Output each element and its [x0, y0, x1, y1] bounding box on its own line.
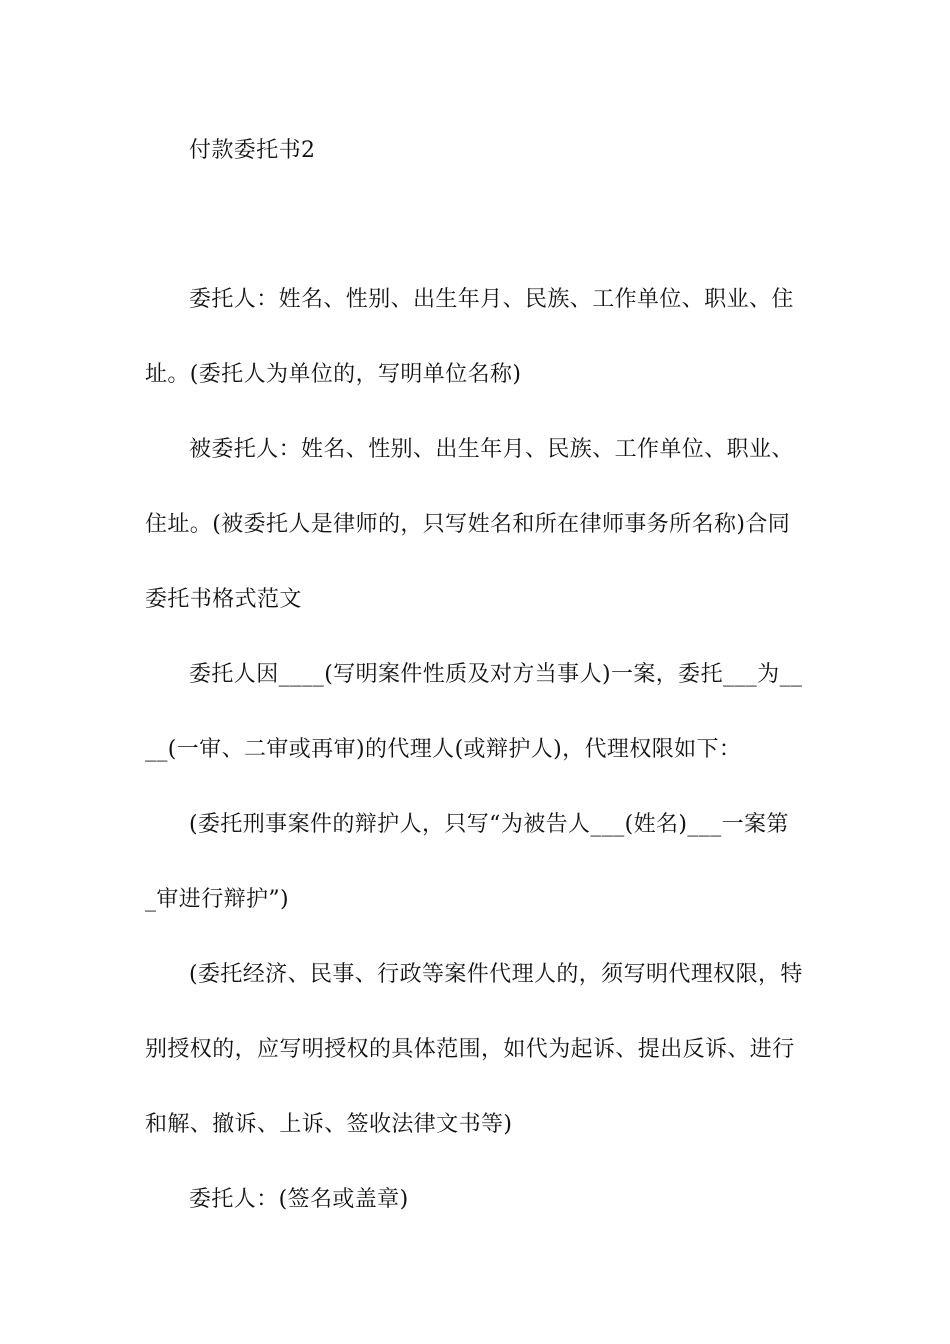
paragraph-criminal-line-2: _审进行辩护”)	[145, 887, 290, 912]
paragraph-civil-line-2: 别授权的，应写明授权的具体范围，如代为起诉、提出反诉、进行	[145, 1037, 795, 1062]
document-title: 付款委托书2	[189, 138, 316, 163]
paragraph-principal-line-2: 址。(委托人为单位的，写明单位名称)	[145, 362, 522, 387]
paragraph-agent-line-3: 委托书格式范文	[145, 587, 302, 612]
signature-line: 委托人：(签名或盖章)	[189, 1187, 409, 1212]
paragraph-civil-line-1: (委托经济、民事、行政等案件代理人的，须写明代理权限，特	[189, 962, 803, 987]
paragraph-civil-line-3: 和解、撤诉、上诉、签收法律文书等)	[145, 1112, 513, 1137]
paragraph-case-line-2: __(一审、二审或再审)的代理人(或辩护人)，代理权限如下：	[145, 737, 742, 762]
paragraph-case-line-1: 委托人因____(写明案件性质及对方当事人)一案，委托___为__	[189, 662, 803, 687]
paragraph-agent-line-2: 住址。(被委托人是律师的，只写姓名和所在律师事务所名称)合同	[145, 512, 791, 537]
paragraph-principal-line-1: 委托人：姓名、性别、出生年月、民族、工作单位、职业、住	[189, 287, 794, 312]
paragraph-criminal-line-1: (委托刑事案件的辩护人，只写“为被告人___(姓名)___一案第	[189, 812, 789, 837]
paragraph-agent-line-1: 被委托人：姓名、性别、出生年月、民族、工作单位、职业、	[189, 437, 794, 462]
